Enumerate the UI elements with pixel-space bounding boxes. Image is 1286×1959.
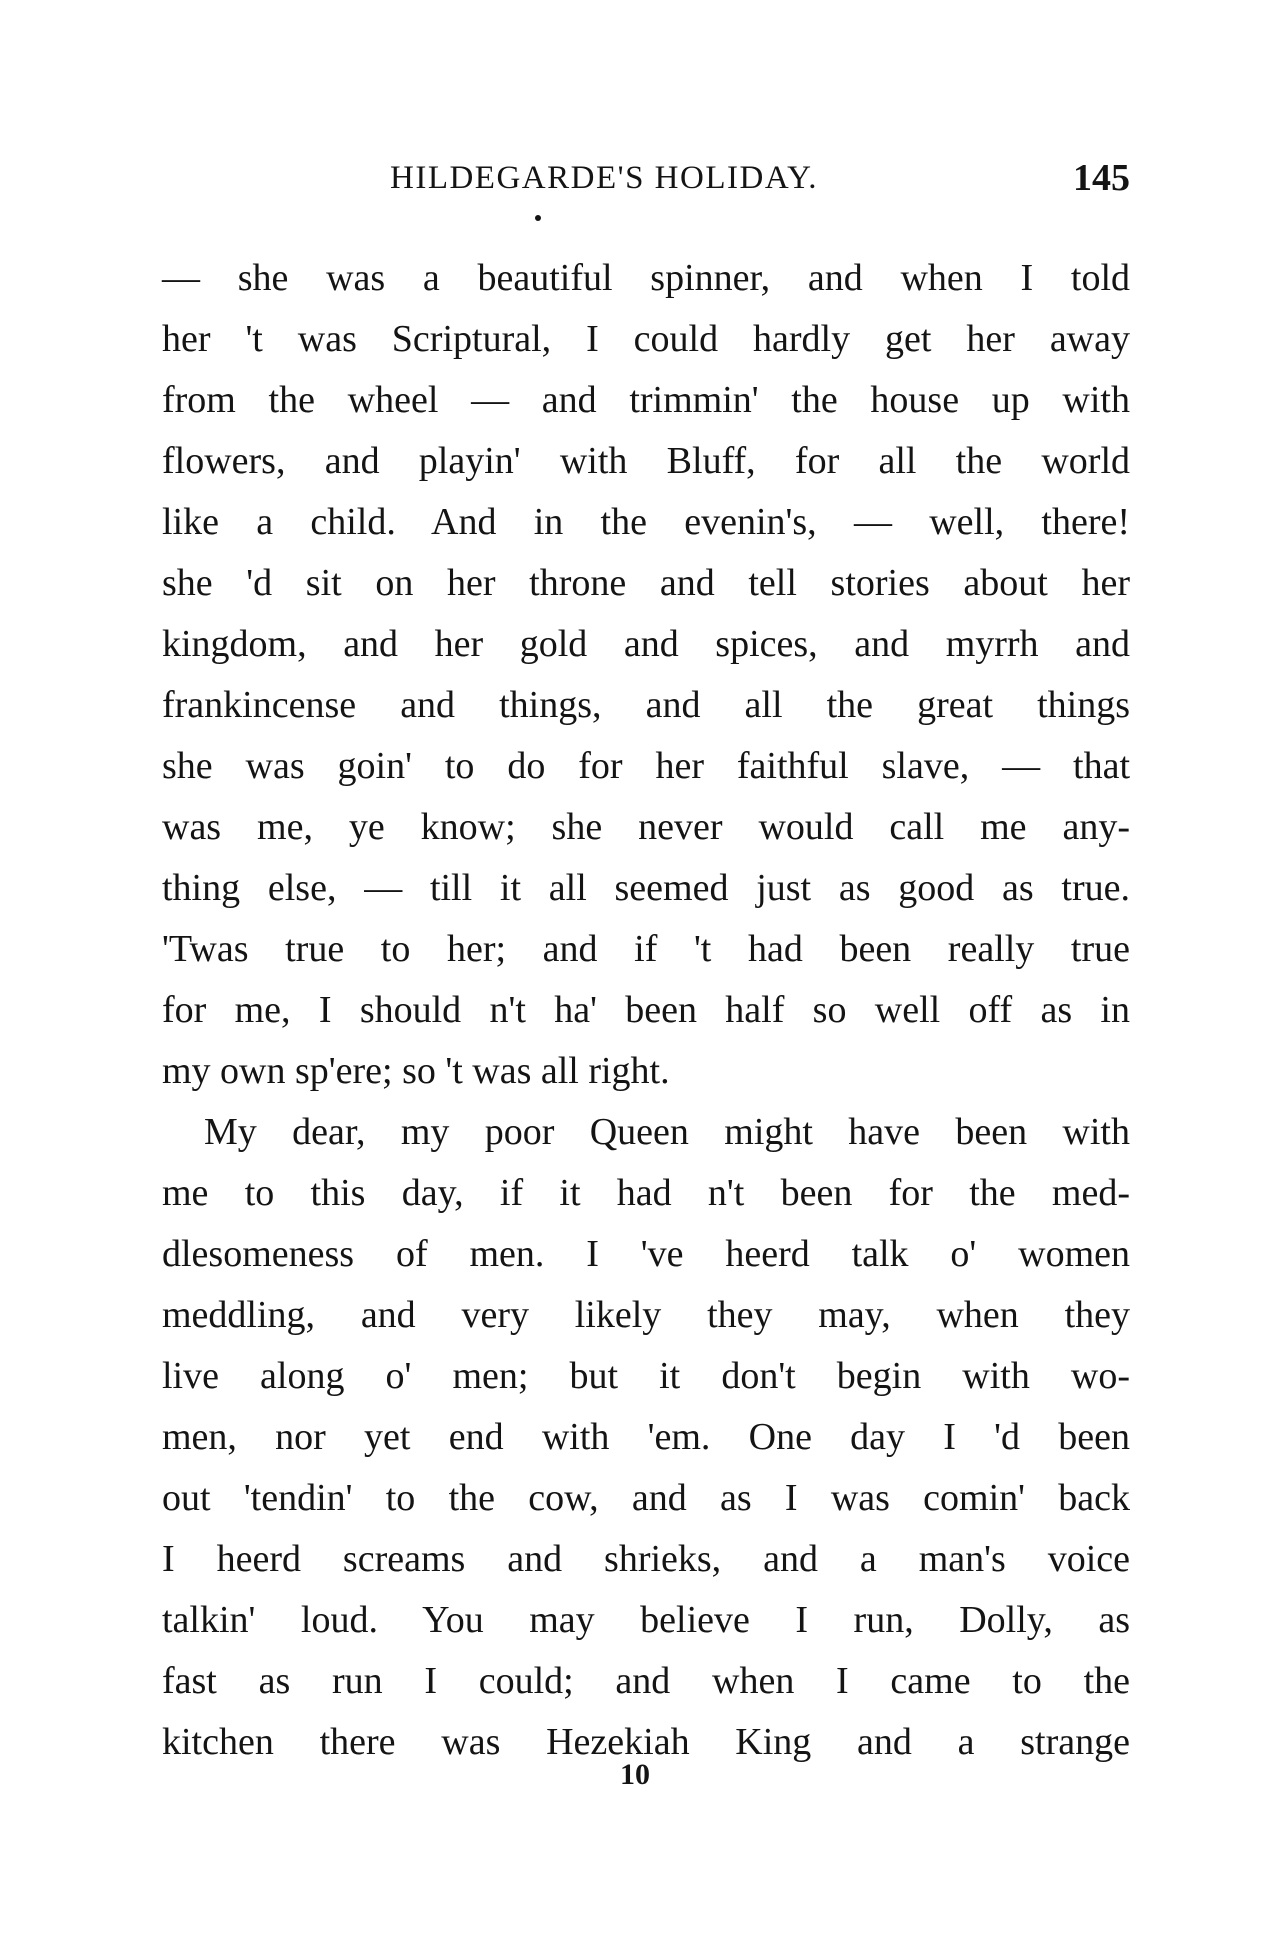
text-line: meddling, and very likely they may, when they bbox=[162, 1294, 1130, 1336]
text-line: she was goin' to do for her faithful slave, — that bbox=[162, 745, 1130, 787]
signature-mark: 10 bbox=[620, 1758, 650, 1791]
text-line: frankincense and things, and all the great things bbox=[162, 684, 1130, 726]
text-line: out 'tendin' to the cow, and as I was comin' back bbox=[162, 1477, 1130, 1519]
text-line: me to this day, if it had n't been for the med- bbox=[162, 1172, 1130, 1214]
body-text bbox=[162, 248, 1130, 1773]
paragraph bbox=[162, 248, 1130, 1102]
paragraph bbox=[162, 1102, 1130, 1773]
text-line: thing else, — till it all seemed just as good as true. bbox=[162, 867, 1130, 909]
text-line: talkin' loud. You may believe I run, Dolly, as bbox=[162, 1599, 1130, 1641]
text-line: My dear, my poor Queen might have been with bbox=[204, 1111, 1130, 1153]
text-line: like a child. And in the evenin's, — well, there! bbox=[162, 501, 1130, 543]
text-line: I heerd screams and shrieks, and a man's voice bbox=[162, 1538, 1130, 1580]
ink-speck bbox=[535, 215, 541, 221]
text-line: dlesomeness of men. I 've heerd talk o' women bbox=[162, 1233, 1130, 1275]
text-line: fast as run I could; and when I came to the bbox=[162, 1660, 1130, 1702]
text-line: kingdom, and her gold and spices, and myrrh and bbox=[162, 623, 1130, 665]
text-line: she 'd sit on her throne and tell stories about her bbox=[162, 562, 1130, 604]
text-line: my own sp'ere; so 't was all right. bbox=[162, 1050, 670, 1092]
text-line: — she was a beautiful spinner, and when I told bbox=[162, 257, 1130, 299]
text-line: was me, ye know; she never would call me any- bbox=[162, 806, 1130, 848]
running-head bbox=[165, 157, 1130, 210]
text-line: for me, I should n't ha' been half so well off as in bbox=[162, 989, 1130, 1031]
running-title: HILDEGARDE'S HOLIDAY. bbox=[390, 160, 818, 196]
text-line: from the wheel — and trimmin' the house up with bbox=[162, 379, 1130, 421]
page-number: 145 bbox=[1073, 157, 1130, 199]
text-line: live along o' men; but it don't begin with wo- bbox=[162, 1355, 1130, 1397]
text-line: kitchen there was Hezekiah King and a strange bbox=[162, 1721, 1130, 1763]
text-line: 'Twas true to her; and if 't had been really true bbox=[162, 928, 1130, 970]
text-line: flowers, and playin' with Bluff, for all the world bbox=[162, 440, 1130, 482]
text-line: men, nor yet end with 'em. One day I 'd been bbox=[162, 1416, 1130, 1458]
text-line: her 't was Scriptural, I could hardly get her away bbox=[162, 318, 1130, 360]
